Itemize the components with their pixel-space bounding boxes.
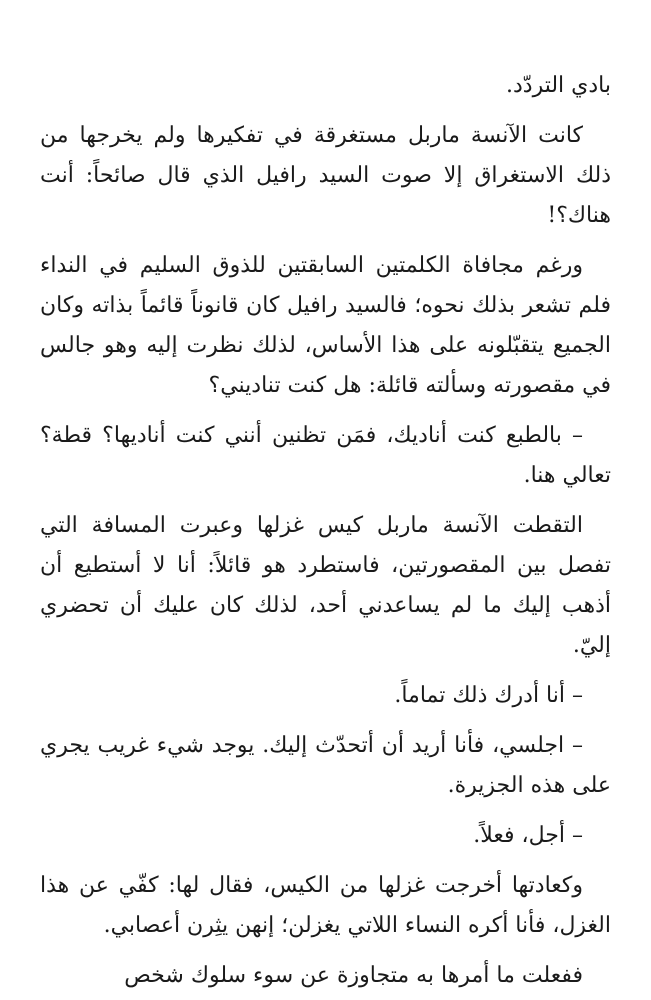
paragraph-narration: كانت الآنسة ماربل مستغرقة في تفكيرها ولم يخرجها من ذلك الاستغراق إلا صوت السيد رافيل الذي قال صائحاً: أنت هناك؟! [40, 123, 611, 228]
paragraph-narration: ففعلت ما أمرها به متجاوزة عن سوء سلوك شخص [124, 963, 583, 988]
paragraph-continuation: بادي التردّد. [505, 73, 611, 98]
paragraph-dialogue: – أنا أدرك ذلك تماماً. [394, 683, 583, 708]
paragraph-dialogue: – اجلسي، فأنا أريد أن أتحدّث إليك. يوجد شيء غريب يجري على هذه الجزيرة. [40, 733, 611, 798]
paragraph-dialogue: – بالطبع كنت أناديك، فمَن تظنين أنني كنت أناديها؟ قطة؟ تعالي هنا. [40, 423, 611, 488]
paragraph-narration: وكعادتها أخرجت غزلها من الكيس، فقال لها: كفّي عن هذا الغزل، فأنا أكره النساء اللاتي يغزلن؛ إنهن يثِرن أعصابي. [40, 873, 611, 938]
paragraph-narration: ورغم مجافاة الكلمتين السابقتين للذوق السليم في النداء فلم تشعر بذلك نحوه؛ فالسيد رافيل كان قانوناً قائماً بذاته وكان الجميع يتقبّلونه على هذا الأساس، لذلك نظرت إليه وهو جالس في مقصورته وسألته قائلة: هل كنت تناديني؟ [40, 253, 611, 398]
paragraph-dialogue: – أجل، فعلاً. [473, 823, 583, 848]
paragraph-narration: التقطت الآنسة ماربل كيس غزلها وعبرت المسافة التي تفصل بين المقصورتين، فاستطرد هو قائلاً: أنا لا أستطيع أن أذهب إليك ما لم يساعدني أحد، لذلك كان عليك أن تحضري إليّ. [40, 513, 611, 658]
